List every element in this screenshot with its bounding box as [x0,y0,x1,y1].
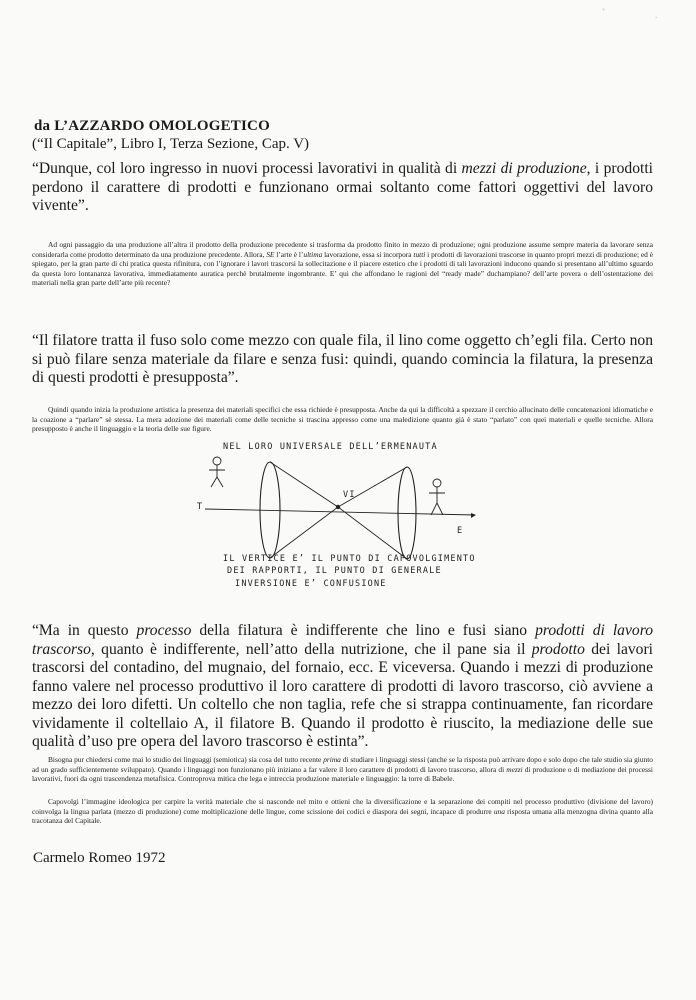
document-subtitle: (“Il Capitale”, Libro I, Terza Sezione, Cap. V) [32,136,310,152]
diagram-label-right: E [457,526,464,536]
diagram-label-left: T [197,502,204,512]
paragraph-3: Bisogna pur chiedersi come mai lo studio dei linguaggi (semiotica) sia cosa del tutto recente prima di studiare i linguaggi stessi (anche se la risposta può arrivare dopo e solo dopo che tale studio sia giunto ad un grado sufficientemente sviluppato). Quando i linguaggi non funzionano più iniziano a far valere il loro carattere di prodotti di lavoro trascorso, allora di mezzi di produzione o di mediazione dei processi lavorativi, fuori da ogni trascendenza metafisica. Controprova mitica che lega e intreccia produzione materiale e linguaggio: la torre di Babele. [32,755,653,784]
diagram-caption-line-3: INVERSIONE E’ CONFUSIONE [235,579,387,589]
left-figure-icon [209,457,225,487]
diagram-caption-line-2: DEI RAPPORTI, IL PUNTO DI GENERALE [227,566,442,576]
quote-3: “Ma in questo processo della filatura è indifferente che lino e fusi siano prodotti di lavoro trascorso, quanto è indifferente, nell’atto della nutrizione, che il pane sia il prodotto dei lavori trascorsi del contadino, del mugnaio, del fornaio, ecc. E viceversa. Quando i mezzi di produzione fanno valere nel processo produttivo il loro carattere di prodotti di lavoro trascorso, ciò avviene a mezzo dei loro difetti. Un coltello che non taglia, refe che si strappa continuamente, fan ricordare vividamente il coltellaio A, il filatore B. Quando il prodotto è riuscito, la mediazione delle sue qualità d’uso pre opera del lavoro trascorso è estinta”. [32,622,653,750]
paragraph-2: Quindi quando inizia la produzione artistica la presenza dei materiali specifici che essa richiede è presupposta. Anche da qui la difficoltà a spezzare il cerchio allucinato delle concatenazioni idiomatiche e la coazione a “parlare” sè stessa. La mera adozione dei materiali come delle tecniche si trascina appresso come una maledizione quanto già è stato “parlato” con quei materiali e quelle tecniche. Allora presupposto è anche il linguaggio e la teoria delle sue figure. [32,405,653,434]
arrow-icon [471,513,476,518]
diagram-label-center: VI [343,490,356,500]
vertex-point [336,505,340,509]
diagram-top-caption: NEL LORO UNIVERSALE DELL’ERMENAUTA [223,442,438,452]
scan-speck: · [655,14,658,22]
quote-1: “Dunque, col loro ingresso in nuovi processi lavorativi in qualità di mezzi di produzione, i prodotti perdono il carattere di prodotti e funzionano ormai soltanto come fattori oggettivi del lavoro vivente”. [32,160,653,214]
hand-drawn-diagram [195,435,485,595]
right-figure-icon [429,479,445,515]
paragraph-1: Ad ogni passaggio da una produzione all’altra il prodotto della produzione precedente si trasforma da prodotto finito in mezzo di produzione; ogni produzione assume sempre materia da lavorare senza considerarla come prodotto determinato da una produzione precedente. Allora, SE l’arte è l’ultima lavorazione, essa si incorpora tutti i prodotti di lavorazioni trascorse in quanto propri mezzi di produzione; ed è spiegato, per la gran parte di chi pratica questa rifinitura, con l’ignorare i lavori trascorsi la sollecitazione e il piacere estetico che i prodotti di tali lavorazioni inducono quando si presentano all’ultimo sguardo da questa loro lontananza lavorativa, immediatamente auratica perchè brutalmente ingombrante. E’ qui che affondano le ragioni del “ready made” duchampiano? dell’arte povera o dell’ostentazione dei materiali nella gran parte dell’arte più recente? [32,240,653,288]
document-title: da L’AZZARDO OMOLOGETICO [34,118,270,134]
cone-lines [205,462,475,559]
quote-2: “Il filatore tratta il fuso solo come mezzo con quale fila, il lino come oggetto ch’egli fila. Certo non si può filare senza materiale da filare e senza fusi: quindi, quando comincia la filatura, la presenza di questi prodotti è presupposta”. [32,332,653,386]
signature: Carmelo Romeo 1972 [33,850,166,866]
diagram-caption-line-1: IL VERTICE E’ IL PUNTO DI CAPOVOLGIMENTO [223,554,476,564]
scan-speck: ﾞ [602,9,607,19]
paragraph-4: Capovolgi l’immagine ideologica per carpire la verità materiale che si nasconde nel mito e ottieni che la diversificazione e la separazione dei compiti nel processo produttivo (divisione del lavoro) coinvolga la lingua parlata (mezzo di produzione) come moltiplicazione delle lingue, come scissione dei codici e diaspora dei segni, incapace di produrre una risposta umana alla menzogna divina quanto alla tracotanza del Capitale. [32,797,653,826]
